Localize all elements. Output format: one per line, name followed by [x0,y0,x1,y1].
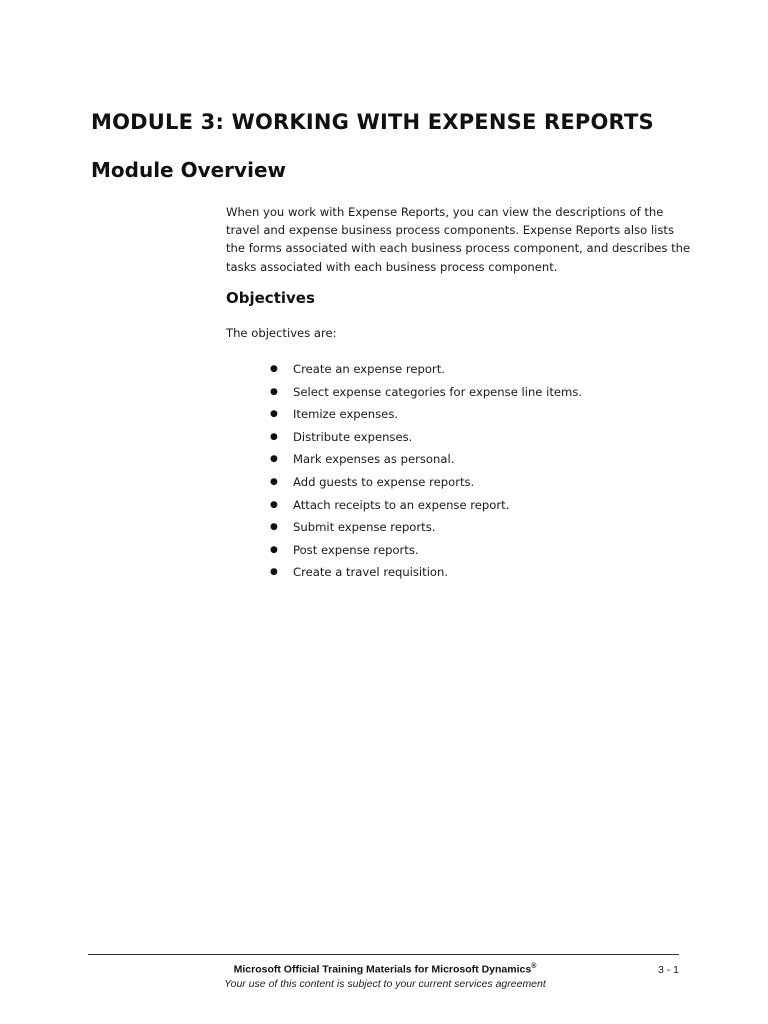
bullet-icon: ● [270,522,278,533]
list-item-text: Distribute expenses. [293,429,413,444]
intro-paragraph: When you work with Expense Reports, you can view the descriptions of the travel and expense business process components. Expense Reports also lists the forms associated with each business process component, and describes the tasks associated with each business process component. [226,205,691,274]
bullet-icon: ● [270,431,278,442]
objectives-heading: Objectives [226,289,315,307]
list-item-text: Create an expense report. [293,362,445,376]
list-item-text: Select expense categories for expense line items. [293,384,583,399]
bullet-icon: ● [270,454,278,465]
registered-mark: ® [531,963,537,970]
bullet-icon: ● [270,386,278,397]
footer-note: Your use of this content is subject to your current services agreement [224,978,546,990]
list-item-text: Create a travel requisition. [293,565,449,580]
list-item-text: Add guests to expense reports. [293,474,475,489]
list-item-text: Itemize expenses. [293,407,399,422]
page-number: 3 - 1 [657,964,679,976]
list-item-text: Mark expenses as personal. [293,452,455,467]
list-item-text: Post expense reports. [293,542,419,557]
list-item-text: Submit expense reports. [293,520,436,535]
footer-divider [88,954,679,955]
bullet-icon: ● [270,364,278,374]
bullet-icon: ● [270,499,278,510]
list-item-text: Attach receipts to an expense report. [293,497,510,512]
bullet-icon: ● [270,544,278,555]
footer-title-text: Microsoft Official Training Materials for Microsoft Dynamics [233,963,532,976]
objectives-lead: The objectives are: [226,326,337,340]
bullet-icon: ● [270,567,278,578]
section-title: Module Overview [91,158,286,182]
footer-title [160,963,610,976]
module-title: MODULE 3: WORKING WITH EXPENSE REPORTS [91,110,654,134]
bullet-icon: ● [270,476,278,487]
bullet-icon: ● [270,409,278,420]
